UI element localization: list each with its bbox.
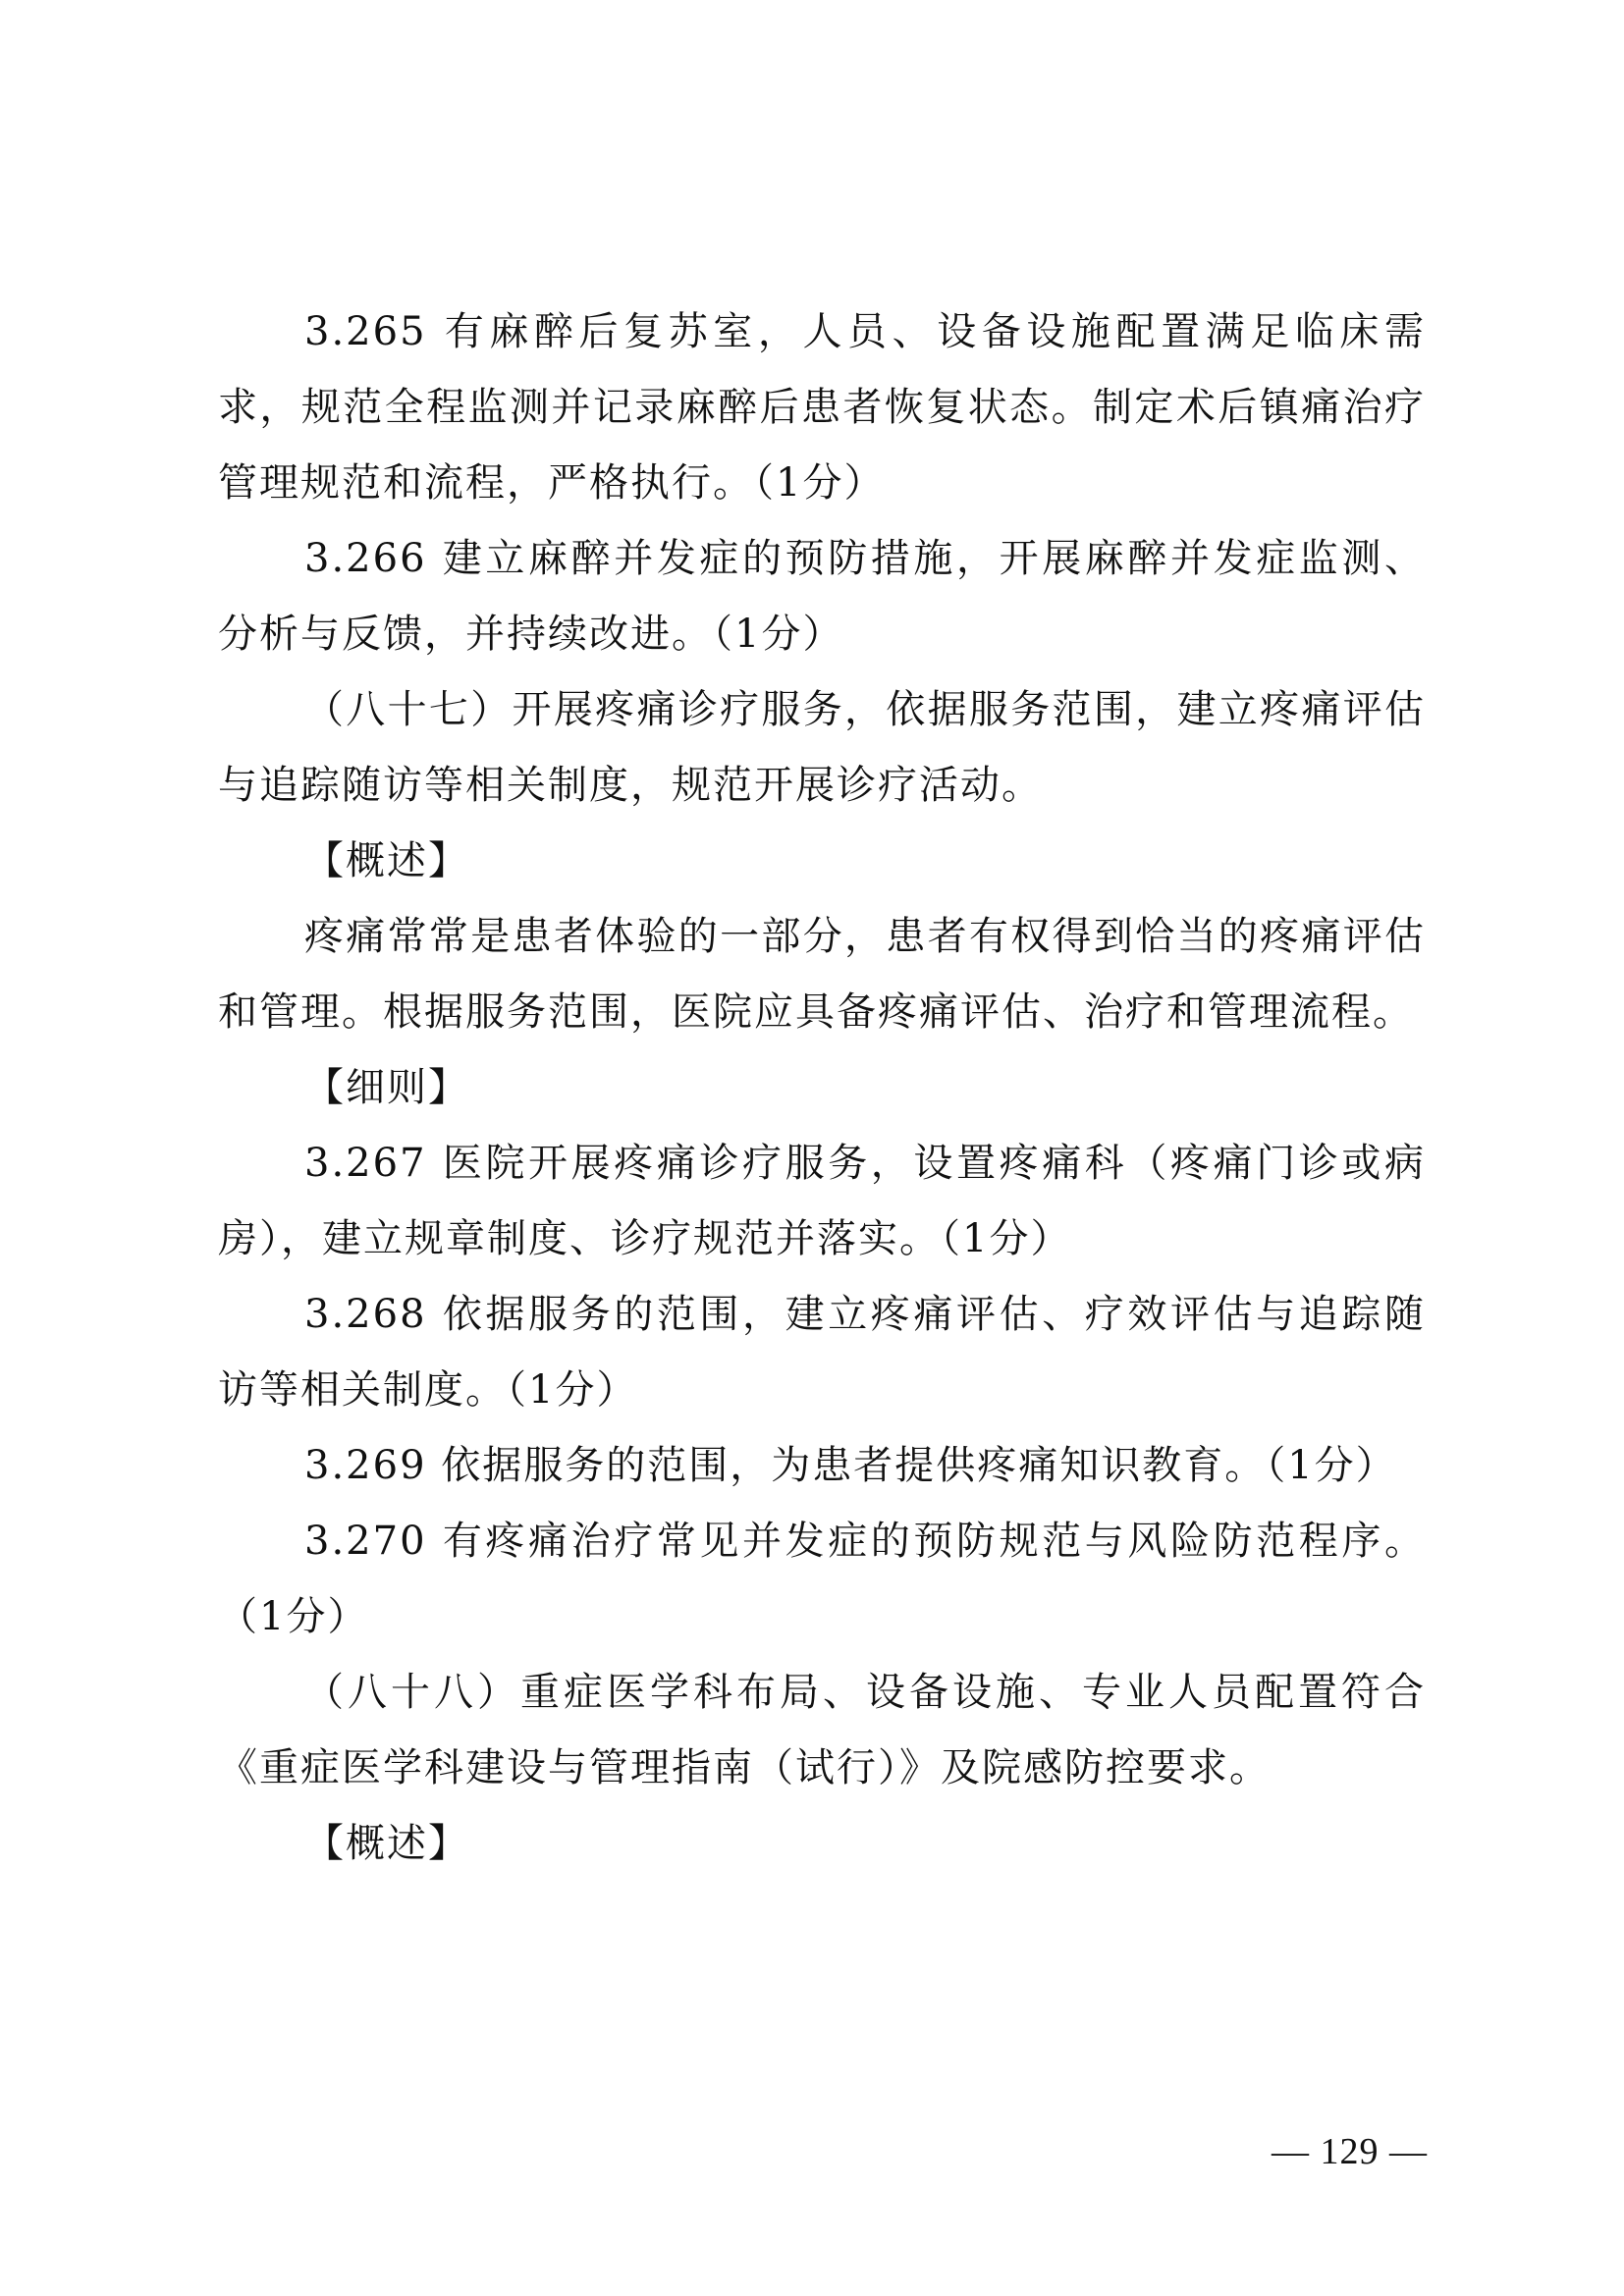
paragraph-section-87: （八十七）开展疼痛诊疗服务，依据服务范围，建立疼痛评估与追踪随访等相关制度，规范开展诊疗活动。 bbox=[218, 687, 1426, 808]
paragraph-3-265: 3.265 有麻醉后复苏室，人员、设备设施配置满足临床需求，规范全程监测并记录麻醉后患者恢复状态。制定术后镇痛治疗管理规范和流程，严格执行。（1分） bbox=[218, 309, 1426, 506]
heading-details: 【细则】 bbox=[304, 1065, 469, 1110]
paragraph-3-270: 3.270 有疼痛治疗常见并发症的预防规范与风险防范程序。（1分） bbox=[218, 1519, 1426, 1639]
heading-overview: 【概述】 bbox=[304, 838, 469, 883]
paragraph-3-267: 3.267 医院开展疼痛诊疗服务，设置疼痛科（疼痛门诊或病房），建立规章制度、诊疗规范并落实。（1分） bbox=[218, 1141, 1426, 1261]
paragraph-3-268: 3.268 依据服务的范围，建立疼痛评估、疗效评估与追踪随访等相关制度。（1分） bbox=[218, 1292, 1426, 1413]
paragraph-overview-pain: 疼痛常常是患者体验的一部分，患者有权得到恰当的疼痛评估和管理。根据服务范围，医院应具备疼痛评估、治疗和管理流程。 bbox=[218, 914, 1426, 1035]
page-number: — 129 — bbox=[1272, 2131, 1428, 2172]
page-content bbox=[218, 294, 1426, 1882]
paragraph-3-269: 3.269 依据服务的范围，为患者提供疼痛知识教育。（1分） bbox=[304, 1443, 1397, 1488]
paragraph-3-266: 3.266 建立麻醉并发症的预防措施，开展麻醉并发症监测、分析与反馈，并持续改进。（1分） bbox=[218, 536, 1426, 657]
paragraph-section-88: （八十八）重症医学科布局、设备设施、专业人员配置符合《重症医学科建设与管理指南（试行）》及院感防控要求。 bbox=[218, 1670, 1426, 1790]
heading-overview-2: 【概述】 bbox=[304, 1821, 469, 1866]
